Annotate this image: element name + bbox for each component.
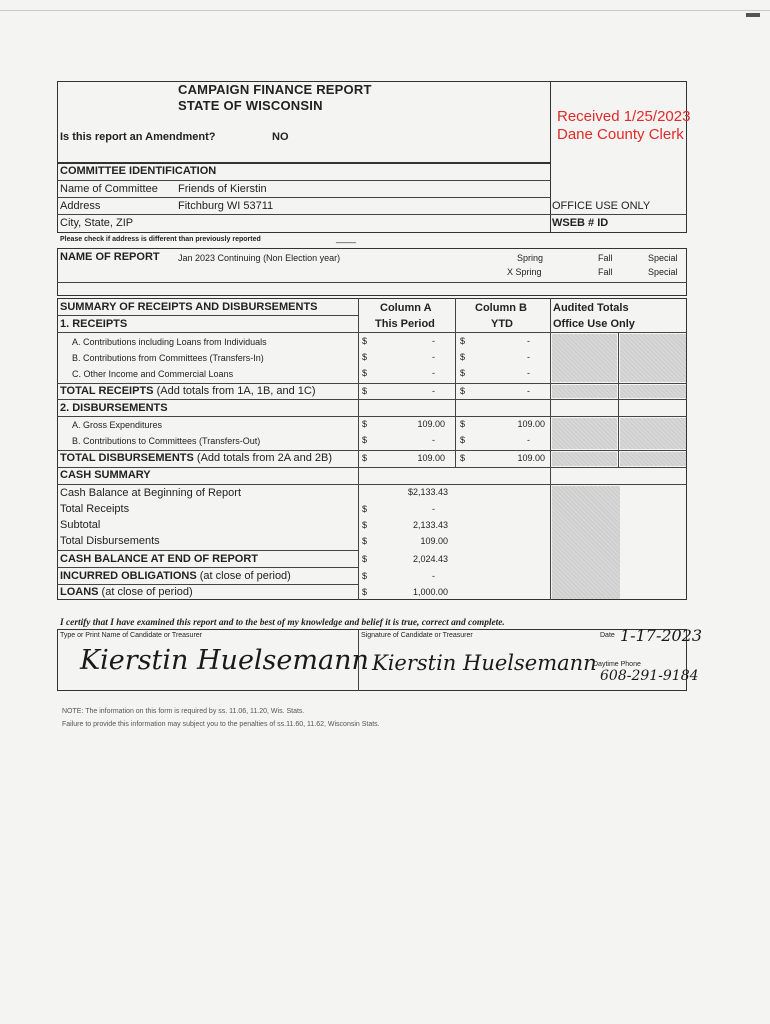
cash-row-cur: $	[362, 536, 368, 546]
note-line-2: Failure to provide this information may subject you to the penalties of ss.11.60, 11.62, Wisconsin Stats.	[62, 721, 380, 728]
column-b-title: Column B	[475, 302, 527, 314]
option-fall-1: Fall	[598, 253, 613, 263]
receipt-row-col-b: -	[527, 368, 530, 378]
disbursement-row-label: B. Contributions to Committees (Transfers-Out)	[72, 436, 261, 446]
amendment-answer: NO	[272, 131, 289, 143]
loans-note: (at close of period)	[98, 586, 193, 598]
city-label: City, State, ZIP	[60, 217, 134, 229]
cash-summary-heading: CASH SUMMARY	[60, 469, 151, 481]
receipt-row-col-b: -	[527, 352, 530, 362]
summary-title: SUMMARY OF RECEIPTS AND DISBURSEMENTS	[60, 301, 318, 313]
committee-section-title: COMMITTEE IDENTIFICATION	[60, 165, 217, 177]
column-b-subtitle: YTD	[491, 318, 513, 330]
handwritten-signature: Kierstin Huelsemann	[372, 651, 597, 675]
signature-label: Signature of Candidate or Treasurer	[361, 632, 473, 639]
receipt-row-cur-b: $	[460, 336, 466, 346]
daytime-phone-label: Daytime Phone	[593, 661, 641, 668]
receipt-row-cur-a: $	[362, 336, 368, 346]
cash-row-value: $2,133.43	[407, 487, 448, 497]
committee-name-value: Friends of Kierstin	[178, 183, 267, 195]
total-disbursements-col-a: 109.00	[417, 453, 445, 463]
receipt-row-col-a: -	[432, 368, 435, 378]
office-use-only: OFFICE USE ONLY	[552, 200, 651, 212]
incurred-obligations-note: (at close of period)	[196, 570, 291, 582]
total-disbursements-cur-a: $	[362, 453, 368, 463]
receipt-row-col-a: -	[432, 352, 435, 362]
cash-balance-end-cur: $	[362, 554, 368, 564]
address-change-note: Please check if address is different than previously reported	[60, 236, 261, 243]
received-stamp-line2: Dane County Clerk	[557, 126, 684, 143]
column-a-subtitle: This Period	[375, 318, 435, 330]
loans-value: 1,000.00	[412, 587, 448, 597]
total-receipts-cur-b: $	[460, 386, 466, 396]
disbursements-heading: 2. DISBURSEMENTS	[60, 402, 168, 414]
option-special-2: Special	[648, 267, 678, 277]
cash-row-label: Subtotal	[60, 519, 101, 531]
committee-name-label: Name of Committee	[60, 183, 158, 195]
cash-row-label: Cash Balance at Beginning of Report	[60, 487, 242, 499]
receipt-row-cur-a: $	[362, 368, 368, 378]
total-receipts-bold: TOTAL RECEIPTS	[60, 385, 154, 397]
receipt-row-label: C. Other Income and Commercial Loans	[72, 369, 234, 379]
disbursement-row-col-a: -	[432, 435, 435, 445]
cash-balance-end-label: CASH BALANCE AT END OF REPORT	[60, 553, 258, 565]
cash-row-cur: $	[362, 520, 368, 530]
total-receipts-note: (Add totals from 1A, 1B, and 1C)	[153, 385, 316, 397]
audited-totals-title: Audited Totals	[553, 302, 629, 314]
receipt-row-cur-b: $	[460, 352, 466, 362]
loans-bold: LOANS	[60, 586, 99, 598]
receipts-heading: 1. RECEIPTS	[60, 318, 128, 330]
cash-row-label: Total Disbursements	[60, 535, 160, 547]
address-value: Fitchburg WI 53711	[178, 200, 274, 212]
incurred-obligations-cur: $	[362, 571, 368, 581]
total-disbursements-label	[60, 452, 332, 464]
total-disbursements-cur-b: $	[460, 453, 466, 463]
certification-statement: I certify that I have examined this report and to the best of my knowledge and belief it is true, correct and complete.	[60, 618, 505, 628]
loans-label	[60, 586, 193, 598]
disbursement-row-cur-a: $	[362, 419, 368, 429]
disbursement-row-col-b: 109.00	[517, 419, 545, 429]
option-spring: Spring	[517, 253, 544, 263]
incurred-obligations-value: -	[432, 571, 435, 581]
handwritten-printed-name: Kierstin Huelsemann	[80, 645, 369, 676]
cash-row-value: 109.00	[420, 536, 448, 546]
cash-row-cur: $	[362, 504, 368, 514]
total-disbursements-bold: TOTAL DISBURSEMENTS	[60, 452, 194, 464]
receipt-row-col-a: -	[432, 336, 435, 346]
receipt-row-cur-b: $	[460, 368, 466, 378]
receipt-row-cur-a: $	[362, 352, 368, 362]
disbursement-row-label: A. Gross Expenditures	[72, 420, 163, 430]
option-fall-2: Fall	[598, 267, 613, 277]
total-receipts-cur-a: $	[362, 386, 368, 396]
receipt-row-label: A. Contributions including Loans from Individuals	[72, 337, 267, 347]
incurred-obligations-label	[60, 570, 291, 582]
received-stamp-line1: Received 1/25/2023	[557, 108, 691, 125]
cash-row-label: Total Receipts	[60, 503, 130, 515]
audited-totals-subtitle: Office Use Only	[553, 318, 635, 330]
total-disbursements-col-b: 109.00	[517, 453, 545, 463]
address-change-blank: ____	[336, 233, 357, 243]
option-special-1: Special	[648, 253, 678, 263]
total-disbursements-note: (Add totals from 2A and 2B)	[193, 452, 333, 464]
disbursement-row-cur-b: $	[460, 435, 466, 445]
scan-mark	[746, 13, 760, 17]
receipt-row-label: B. Contributions from Committees (Transfers-In)	[72, 353, 264, 363]
cash-row-value: 2,133.43	[412, 520, 448, 530]
disbursement-row-cur-a: $	[362, 435, 368, 445]
report-subtitle: STATE OF WISCONSIN	[178, 98, 323, 113]
disbursement-row-col-a: 109.00	[417, 419, 445, 429]
note-line-1: NOTE: The information on this form is required by ss. 11.06, 11.20, Wis. Stats.	[62, 708, 305, 715]
cash-row-value: -	[432, 504, 435, 514]
scan-edge-line	[0, 10, 770, 11]
column-a-title: Column A	[380, 302, 432, 314]
receipt-row-col-b: -	[527, 336, 530, 346]
report-name-label: NAME OF REPORT	[60, 251, 160, 263]
wseb-id: WSEB # ID	[552, 217, 609, 229]
report-name-value: Jan 2023 Continuing (Non Election year)	[178, 253, 341, 263]
total-receipts-col-b: -	[527, 386, 530, 396]
disbursement-row-cur-b: $	[460, 419, 466, 429]
date-label: Date	[600, 632, 615, 639]
handwritten-phone: 608-291-9184	[600, 668, 699, 684]
amendment-question: Is this report an Amendment?	[60, 131, 216, 143]
address-label: Address	[60, 200, 101, 212]
incurred-obligations-bold: INCURRED OBLIGATIONS	[60, 570, 197, 582]
option-spring-checked: X Spring	[507, 267, 542, 277]
total-receipts-label	[60, 385, 316, 397]
print-name-label: Type or Print Name of Candidate or Treasurer	[60, 632, 203, 639]
report-title: CAMPAIGN FINANCE REPORT	[178, 82, 372, 97]
loans-cur: $	[362, 587, 368, 597]
total-receipts-col-a: -	[432, 386, 435, 396]
cash-balance-end-value: 2,024.43	[412, 554, 448, 564]
disbursement-row-col-b: -	[527, 435, 530, 445]
handwritten-date: 1-17-2023	[620, 626, 703, 645]
